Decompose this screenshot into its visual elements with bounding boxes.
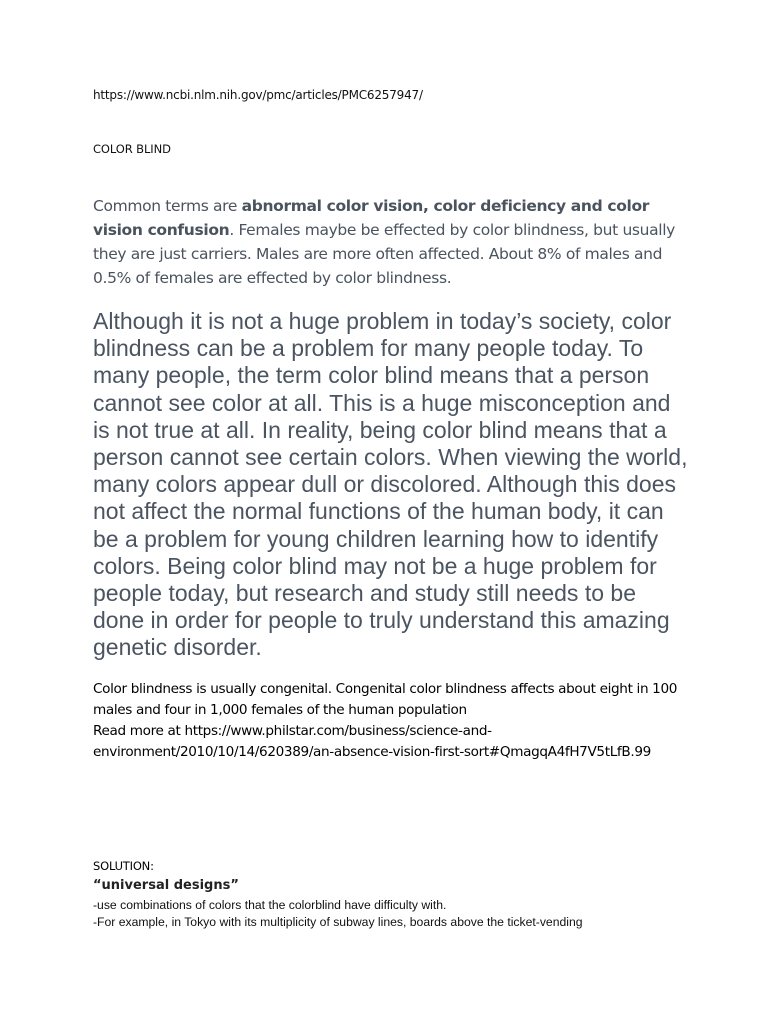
solution-bullet: -For example, in Tokyo with its multiplicity of subway lines, boards above the ticket-vending	[93, 915, 583, 929]
congenital-paragraph	[93, 679, 693, 763]
source-url[interactable]: https://www.ncbi.nlm.nih.gov/pmc/articles/PMC6257947/	[93, 88, 423, 102]
intro-bold-terms: abnormal color vision, color deficiency and color vision confusion	[93, 197, 650, 239]
intro-rest: . Females maybe be effected by color blindness, but usually they are just carriers. Males are more often affected. About 8% of males and 0.5% of females are effected by color blindness.	[93, 221, 676, 287]
body-paragraph: Although it is not a huge problem in today’s society, color blindness can be a problem for many people today. To many people, the term color blind means that a person cannot see color at all. This is a huge misconception and is not true at all. In reality, being color blind means that a person cannot see certain colors. When viewing the world, many colors appear dull or discolored. Although this does not affect the normal functions of the human body, it can be a problem for young children learning how to identify colors. Being color blind may not be a huge problem for people today, but research and study still needs to be done in order for people to truly understand this amazing genetic disorder.	[93, 308, 688, 661]
intro-paragraph	[93, 194, 683, 290]
document-heading: COLOR BLIND	[93, 142, 171, 156]
universal-designs-title: “universal designs”	[93, 878, 239, 893]
solution-bullet: -use combinations of colors that the colorblind have difficulty with.	[93, 898, 447, 912]
solution-bullets	[93, 897, 713, 931]
read-more-link[interactable]: Read more at https://www.philstar.com/business/science-and-environment/2010/10/14/620389/an-absence-vision-first-sort#QmagqA4fH7V5tLfB.99	[93, 723, 651, 760]
solution-label: SOLUTION:	[93, 859, 154, 873]
congenital-text: Color blindness is usually congenital. Congenital color blindness affects about eight in 100 males and four in 1,000 females of the human population	[93, 681, 678, 718]
intro-prefix: Common terms are	[93, 197, 242, 215]
